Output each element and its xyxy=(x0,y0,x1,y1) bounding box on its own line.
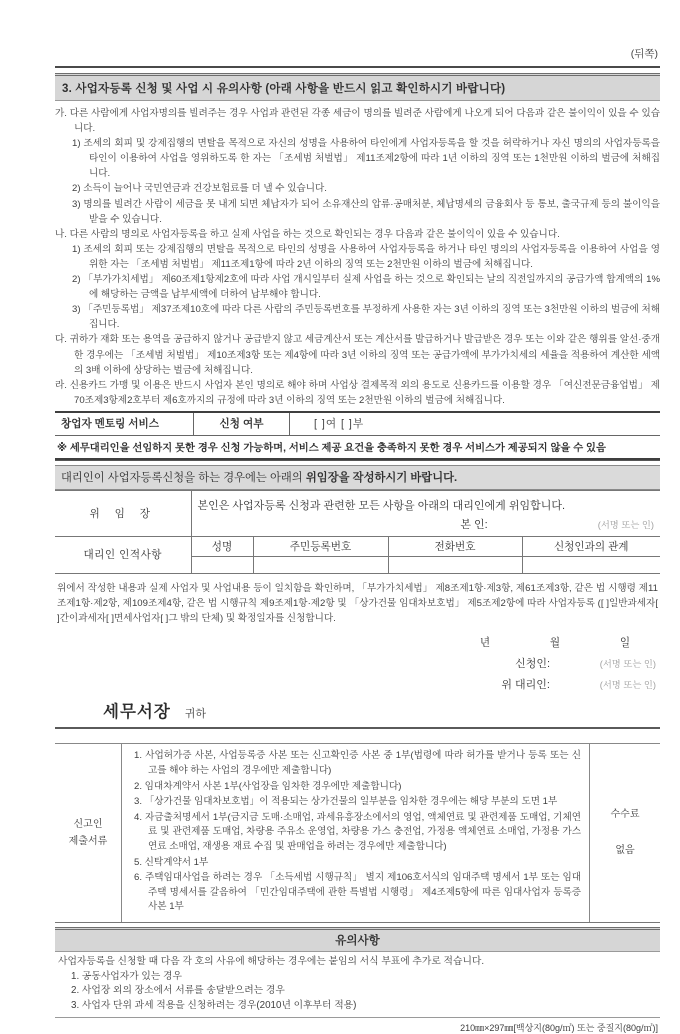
notice-item-da: 다. 귀하가 재화 또는 용역을 공급하지 않거나 공급받지 않고 세금계산서 또는 계산서를 발급하거나 발급받은 경우 또는 이와 같은 행위를 알선·중개한 경우에는 「조세범 처벌법」 제10조제3항 또는 제4항에 따라 3년 이하의 징역 또는 공급가액에 부가가치세의 세율을 적용하여 계산한 세액의 3배 이하에 상당하는 벌금에 처해집니다. xyxy=(55,334,660,376)
recipient-suffix: 귀하 xyxy=(184,708,207,721)
delegation-banner-prefix: 대리인이 사업자등록신청을 하는 경우에는 아래의 xyxy=(61,471,306,484)
attachments-list xyxy=(121,744,590,922)
notice-item-na-3: 3) 「주민등록법」 제37조제10호에 따라 다른 사람의 주민등록번호를 부정하게 사용한 자는 3년 이하의 징역 또는 3천만원 이하의 벌금에 처해집니다. xyxy=(72,304,660,331)
notes-item-3: 3. 사업자 단위 과세 적용을 신청하려는 경우(2010년 이후부터 적용) xyxy=(71,999,357,1011)
notice-item-na: 나. 다른 사람의 명의로 사업자등록을 하고 실제 사업을 하는 것으로 확인되는 경우 다음과 같은 불이익이 있을 수 있습니다. xyxy=(55,228,560,240)
agent-col-tel: 전화번호 xyxy=(388,536,522,556)
page-side-label: (뒤쪽) xyxy=(630,48,658,60)
agent-col-name: 성명 xyxy=(191,536,253,556)
notes-header: 유의사항 xyxy=(55,927,660,952)
recipient-line xyxy=(55,698,660,722)
notice-item-na-2: 2) 「부가가치세법」 제60조제1항제2호에 따라 사업 개시일부터 실제 사업을 하는 것으로 확인되는 날의 직전일까지의 공급가액 합계액의 1%에 해당하는 금액을 납부세액에 더하여 납부해야 합니다. xyxy=(72,274,660,301)
mentoring-apply-label: 신청 여부 xyxy=(193,413,289,435)
principal-sign-hint: (서명 또는 인) xyxy=(597,519,654,530)
notice-item-na-1: 1) 조세의 회피 또는 강제집행의 면탈을 목적으로 타인의 성명을 사용하여 사업자등록을 하거나 타인 명의의 사업자등록을 이용하여 사업을 영위한 자는 「조세범 처벌법」 제11조제1항에 따라 2년 이하의 징역 또는 2천만원 이하의 벌금에 처해집니다. xyxy=(72,243,660,270)
poa-title-cell: 위 임 장 xyxy=(55,490,191,536)
agent-section-label: 대리인 인적사항 xyxy=(55,536,191,573)
agent-name-field[interactable] xyxy=(191,556,253,573)
delegation-banner xyxy=(55,465,660,490)
applicant-label: 신청인: xyxy=(515,658,550,671)
agent-tel-field[interactable] xyxy=(388,556,522,573)
notes-section xyxy=(55,955,660,1013)
notice-list xyxy=(55,106,660,408)
mentoring-service-label: 창업자 멘토링 서비스 xyxy=(61,417,159,430)
mid-divider xyxy=(55,727,660,729)
footer-divider xyxy=(55,1017,660,1018)
notice-item-ga-1: 1) 조세의 회피 및 강제집행의 면탈을 목적으로 자신의 성명을 사용하여 타인에게 사업자등록을 할 것을 허락하거나 자신 명의의 사업자등록을 타인이 이용하여 사업을 영위하도록 한 자는 「조세범 처벌법」 제11조제2항에 따라 1년 이하의 징역 또는 1천만원 이하의 벌금에 처해집니다. xyxy=(72,138,660,180)
date-month-label: 월 xyxy=(549,637,561,650)
attachment-item-6: 6. 주택임대사업을 하려는 경우 「소득세법 시행규칙」 별지 제106호서식의 임대주택 명세서 1부 또는 임대주택 명세서를 갈음하여 「민간임대주택에 관한 특별법 시행령」 제4조제5항에 따른 임대사업자 등록증 사본 1부 xyxy=(134,872,581,913)
attachments-label-line2: 제출서류 xyxy=(68,836,108,848)
principal-label: 본 인: xyxy=(460,518,488,531)
notes-intro: 사업자등록을 신청할 때 다음 각 호의 사유에 해당하는 경우에는 붙임의 서식 부표에 추가로 적습니다. xyxy=(58,956,485,968)
attachment-item-4: 4. 자금출처명세서 1부(금지금 도매·소매업, 과세유흥장소에서의 영업, 액체연료 및 관련제품 도매업, 기체연료 및 관련제품 도매업, 차량용 주유소 운영업, 차량용 가스 충전업, 가정용 액체연료 소매업, 가정용 가스연료 소매업, 재생용 재료 수집 및 판매업을 하려는 경우에만 제출합니다) xyxy=(134,811,581,853)
attachment-item-3: 3. 「상가건물 임대차보호법」이 적용되는 상가건물의 일부분을 임차한 경우에는 해당 부분의 도면 1부 xyxy=(134,796,558,808)
attachment-item-1: 1. 사업허가증 사본, 사업등록증 사본 또는 신고확인증 사본 중 1부(법령에 따라 허가를 받거나 등록 또는 신고를 해야 하는 사업의 경우에만 제출합니다) xyxy=(134,750,581,777)
agent-rrn-field[interactable] xyxy=(253,556,388,573)
agent-col-relation: 신청인과의 관계 xyxy=(522,536,660,556)
date-day-label: 일 xyxy=(619,637,631,650)
declaration-text: 위에서 작성한 내용과 실제 사업자 및 사업내용 등이 일치함을 확인하며, 「부가가치세법」 제8조제1항·제3항, 제61조제3항, 같은 법 시행령 제11조제1항·제2항, 제109조제4항, 같은 법 시행규칙 제9조제1항·제2항 및 「상가건물 임대차보호법」 제5조제2항에 따라 사업자등록 ([ ]일반과세자[ ]간이과세자[ ]면세사업자[ ]그 밖의 단체) 및 확정일자를 신청합니다. xyxy=(57,582,658,625)
attachments-label-line1: 신고인 xyxy=(73,819,103,831)
fee-value: 없음 xyxy=(615,845,635,857)
attachments-table xyxy=(55,743,660,923)
notice-item-ga-3: 3) 명의를 빌려간 사람이 세금을 못 내게 되면 체납자가 되어 소유재산의 압류·공매처분, 체납명세의 금융회사 등 통보, 출국규제 등의 불이익을 받을 수 있습니다. xyxy=(72,198,660,225)
notes-item-1: 1. 공동사업자가 있는 경우 xyxy=(71,970,182,982)
deputy-label: 위 대리인: xyxy=(501,679,550,692)
mentoring-note: ※ 세무대리인을 선임하지 못한 경우 신청 가능하며, 서비스 제공 요건을 충족하지 못한 경우 서비스가 제공되지 않을 수 있음 xyxy=(55,435,660,460)
notes-item-2: 2. 사업장 외의 장소에서 서류를 송달받으려는 경우 xyxy=(71,985,285,997)
fee-label: 수수료 xyxy=(610,808,640,820)
notice-item-ra: 라. 신용카드 가맹 및 이용은 반드시 사업자 본인 명의로 해야 하며 사업상 결제목적 외의 용도로 신용카드를 이용할 경우 「여신전문금융업법」 제70조제3항제2호부터 제6호까지의 규정에 따라 3년 이하의 징역 또는 2천만원 이하의 벌금에 처해집니다. xyxy=(55,379,660,406)
agent-col-rrn: 주민등록번호 xyxy=(253,536,388,556)
mentoring-yes-no-checkboxes[interactable]: [ ]여 [ ]부 xyxy=(289,413,660,435)
delegation-banner-emphasis: 위임장을 작성하시기 바랍니다. xyxy=(305,471,458,484)
deputy-signature-row xyxy=(55,676,660,692)
section3-header: 3. 사업자등록 신청 및 사업 시 유의사항 (아래 사항을 반드시 읽고 확인하시기 바랍니다) xyxy=(55,73,660,101)
power-of-attorney-table xyxy=(55,490,660,574)
notice-item-ga-2: 2) 소득이 늘어나 국민연금과 건강보험료를 더 낼 수 있습니다. xyxy=(72,183,327,195)
attachment-item-2: 2. 임대차계약서 사본 1부(사업장을 임차한 경우에만 제출합니다) xyxy=(134,780,402,792)
paper-spec: 210㎜×297㎜[백상지(80g/㎡) 또는 중질지(80g/㎡)] xyxy=(460,1023,658,1034)
mentoring-service-table xyxy=(55,411,660,461)
notice-item-ga: 가. 다른 사람에게 사업자명의를 빌려주는 경우 사업과 관련된 각종 세금이 명의를 빌려준 사람에게 나오게 되어 다음과 같은 불이익이 있을 수 있습니다. xyxy=(55,108,660,135)
date-line xyxy=(55,635,660,650)
recipient-title: 세무서장 xyxy=(103,703,171,722)
date-year-label: 년 xyxy=(479,637,491,650)
applicant-signature-row xyxy=(55,655,660,671)
deputy-sign-hint: (서명 또는 인) xyxy=(599,680,656,691)
fee-column xyxy=(590,744,660,922)
poa-statement-cell xyxy=(191,490,660,536)
top-divider xyxy=(55,66,660,68)
agent-relation-field[interactable] xyxy=(522,556,660,573)
applicant-sign-hint: (서명 또는 인) xyxy=(599,659,656,670)
attachments-label xyxy=(55,744,121,922)
attachment-item-5: 5. 신탁계약서 1부 xyxy=(134,856,209,868)
poa-statement: 본인은 사업자등록 신청과 관련한 모든 사항을 아래의 대리인에게 위임합니다. xyxy=(197,499,566,512)
